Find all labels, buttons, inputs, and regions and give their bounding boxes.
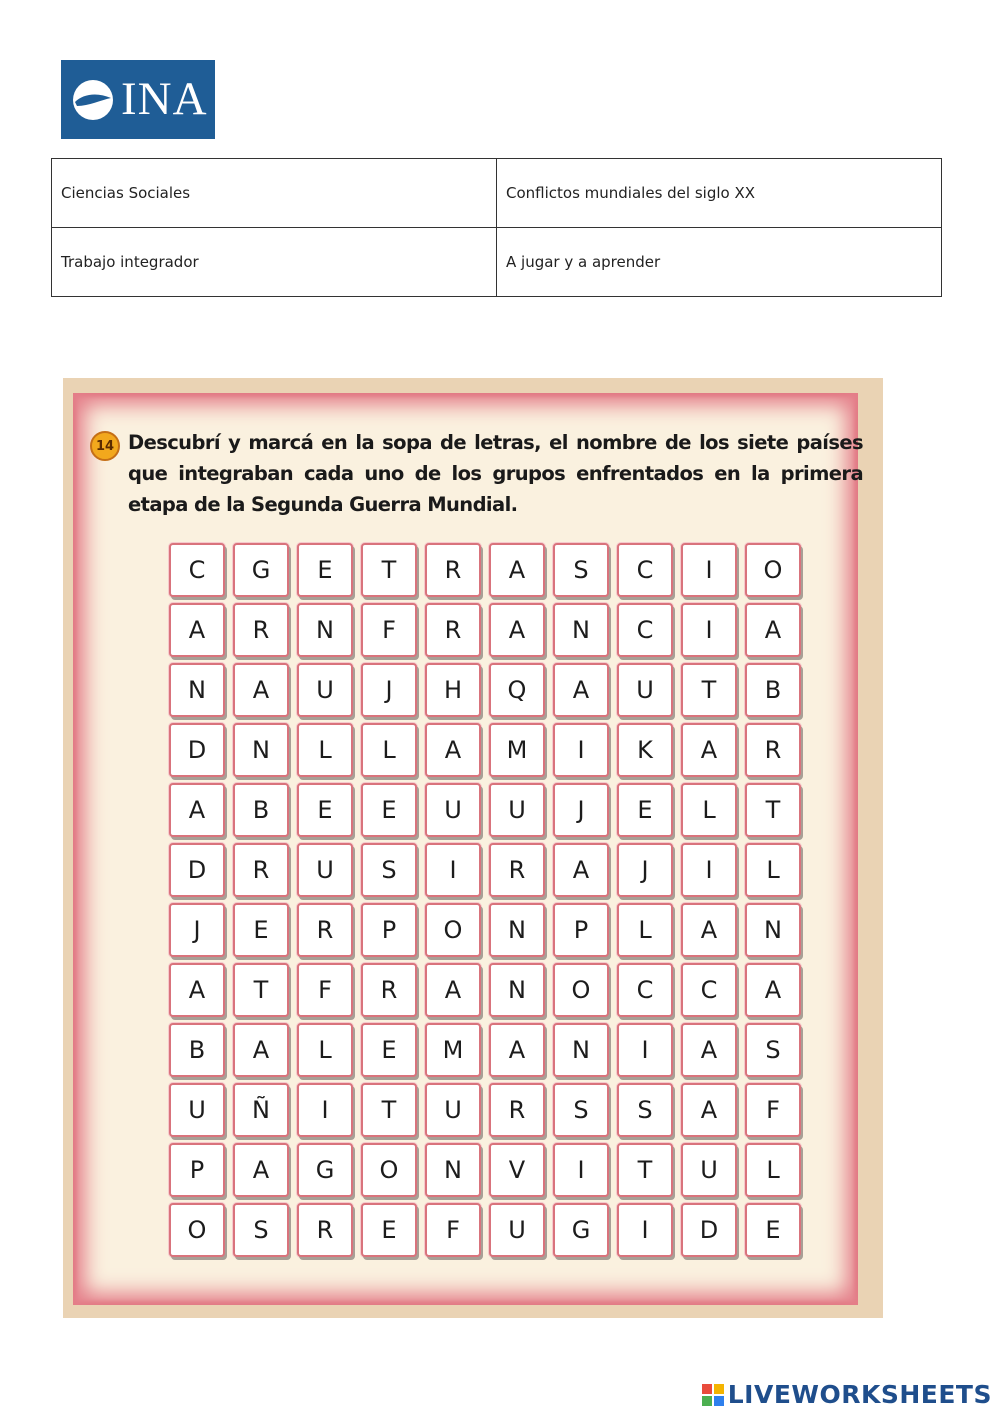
letter-cell[interactable]: O [169,1203,225,1257]
scanned-activity [63,378,883,1318]
letter-cell[interactable]: N [489,903,545,957]
letter-cell[interactable]: L [361,723,417,777]
letter-cell[interactable]: Ñ [233,1083,289,1137]
letter-cell[interactable]: M [425,1023,481,1077]
activity-number-badge: 14 [90,431,120,461]
letter-cell[interactable]: I [617,1023,673,1077]
table-row [52,159,942,228]
letter-cell[interactable]: P [553,903,609,957]
letter-cell[interactable]: H [425,663,481,717]
letter-cell[interactable]: C [681,963,737,1017]
letter-cell[interactable]: F [361,603,417,657]
letter-cell[interactable]: C [617,543,673,597]
letter-cell[interactable]: C [617,603,673,657]
letter-cell[interactable]: A [489,543,545,597]
letter-cell[interactable]: G [297,1143,353,1197]
letter-cell[interactable]: P [169,1143,225,1197]
ina-logo [61,60,215,139]
letter-cell[interactable]: J [361,663,417,717]
letter-cell[interactable]: A [681,1023,737,1077]
letter-cell[interactable]: A [233,1023,289,1077]
letter-cell[interactable]: N [553,1023,609,1077]
letter-cell[interactable]: B [169,1023,225,1077]
letter-cell[interactable]: T [361,1083,417,1137]
letter-cell[interactable]: A [553,663,609,717]
letter-cell[interactable]: N [425,1143,481,1197]
letter-cell[interactable]: A [425,723,481,777]
letter-cell[interactable]: A [169,963,225,1017]
letter-cell[interactable]: I [681,843,737,897]
letter-cell[interactable]: E [361,1023,417,1077]
letter-cell[interactable]: U [489,1203,545,1257]
letter-cell[interactable]: A [553,843,609,897]
table-cell: Conflictos mundiales del siglo XX [497,159,942,228]
word-search-grid [169,543,801,1257]
letter-cell[interactable]: L [617,903,673,957]
letter-cell[interactable]: R [489,1083,545,1137]
letter-cell[interactable]: L [297,1023,353,1077]
letter-cell[interactable]: R [233,603,289,657]
letter-cell[interactable]: K [617,723,673,777]
letter-cell[interactable]: D [169,843,225,897]
letter-cell[interactable]: U [297,663,353,717]
letter-cell[interactable]: O [745,543,801,597]
letter-cell[interactable]: T [681,663,737,717]
letter-cell[interactable]: A [169,783,225,837]
letter-cell[interactable]: L [681,783,737,837]
letter-cell[interactable]: E [361,783,417,837]
letter-cell[interactable]: R [297,903,353,957]
letter-cell[interactable]: E [745,1203,801,1257]
letter-cell[interactable]: R [233,843,289,897]
letter-cell[interactable]: E [361,1203,417,1257]
letter-cell[interactable]: A [233,663,289,717]
letter-cell[interactable]: E [297,783,353,837]
letter-cell[interactable]: M [489,723,545,777]
letter-cell[interactable]: R [361,963,417,1017]
letter-cell[interactable]: V [489,1143,545,1197]
letter-cell[interactable]: S [745,1023,801,1077]
letter-cell[interactable]: S [553,1083,609,1137]
letter-cell[interactable]: L [745,843,801,897]
letter-cell[interactable]: A [745,963,801,1017]
letter-cell[interactable]: I [617,1203,673,1257]
letter-cell[interactable]: O [425,903,481,957]
letter-cell[interactable]: O [361,1143,417,1197]
letter-cell[interactable]: C [169,543,225,597]
letter-cell[interactable]: G [553,1203,609,1257]
letter-cell[interactable]: C [617,963,673,1017]
letter-cell[interactable]: O [553,963,609,1017]
liveworksheets-logo-icon [702,1384,724,1406]
letter-cell[interactable]: U [297,843,353,897]
letter-cell[interactable]: E [233,903,289,957]
letter-cell[interactable]: A [169,603,225,657]
letter-cell[interactable]: L [745,1143,801,1197]
letter-cell[interactable]: N [489,963,545,1017]
letter-cell[interactable]: I [681,603,737,657]
letter-cell[interactable]: Q [489,663,545,717]
letter-cell[interactable]: E [617,783,673,837]
letter-cell[interactable]: N [169,663,225,717]
letter-cell[interactable]: L [297,723,353,777]
activity-instruction: Descubrí y marcá en la sopa de letras, el nombre de los siete países que integraban cada uno de los grupos enfrentados en la primera etapa de la Segunda Guerra Mundial. [128,431,863,516]
letter-cell[interactable]: I [297,1083,353,1137]
letter-cell[interactable]: N [297,603,353,657]
letter-cell[interactable]: N [233,723,289,777]
table-cell: Ciencias Sociales [52,159,497,228]
letter-cell[interactable]: E [297,543,353,597]
letter-cell[interactable]: I [553,1143,609,1197]
letter-cell[interactable]: N [553,603,609,657]
letter-cell[interactable]: D [169,723,225,777]
letter-cell[interactable]: F [745,1083,801,1137]
letter-cell[interactable]: F [297,963,353,1017]
letter-cell[interactable]: A [425,963,481,1017]
letter-cell[interactable]: R [489,843,545,897]
letter-cell[interactable]: S [361,843,417,897]
letter-cell[interactable]: A [681,1083,737,1137]
liveworksheets-brand: LIVEWORKSHEETS [727,1380,992,1409]
letter-cell[interactable]: N [745,903,801,957]
letter-cell[interactable]: A [233,1143,289,1197]
letter-cell[interactable]: A [489,603,545,657]
letter-cell[interactable]: A [681,903,737,957]
table-row [52,228,942,297]
table-cell: Trabajo integrador [52,228,497,297]
letter-cell[interactable]: U [489,783,545,837]
letter-cell[interactable]: J [617,843,673,897]
letter-cell[interactable]: B [233,783,289,837]
letter-cell[interactable]: A [745,603,801,657]
letter-cell[interactable]: U [617,663,673,717]
letter-cell[interactable]: S [553,543,609,597]
letter-cell[interactable]: I [681,543,737,597]
info-table [51,158,942,297]
letter-cell[interactable]: J [169,903,225,957]
letter-cell[interactable]: J [553,783,609,837]
letter-cell[interactable]: T [617,1143,673,1197]
letter-cell[interactable]: U [681,1143,737,1197]
letter-cell[interactable]: R [745,723,801,777]
letter-cell[interactable]: P [361,903,417,957]
letter-cell[interactable]: D [681,1203,737,1257]
logo-text: INA [121,73,208,125]
letter-cell[interactable]: I [425,843,481,897]
letter-cell[interactable]: R [425,543,481,597]
letter-cell[interactable]: I [553,723,609,777]
letter-cell[interactable]: B [745,663,801,717]
letter-cell[interactable]: R [297,1203,353,1257]
letter-cell[interactable]: S [617,1083,673,1137]
letter-cell[interactable]: G [233,543,289,597]
letter-cell[interactable]: U [169,1083,225,1137]
ina-emblem-icon [71,78,115,122]
letter-cell[interactable]: S [233,1203,289,1257]
letter-cell[interactable]: A [681,723,737,777]
liveworksheets-footer [702,1380,992,1409]
letter-cell[interactable]: F [425,1203,481,1257]
torn-paper-frame [73,393,863,1305]
letter-cell[interactable]: T [233,963,289,1017]
letter-cell[interactable]: U [425,1083,481,1137]
letter-cell[interactable]: A [489,1023,545,1077]
table-cell: A jugar y a aprender [497,228,942,297]
letter-cell[interactable]: U [425,783,481,837]
letter-cell[interactable]: T [745,783,801,837]
letter-cell[interactable]: R [425,603,481,657]
letter-cell[interactable]: T [361,543,417,597]
